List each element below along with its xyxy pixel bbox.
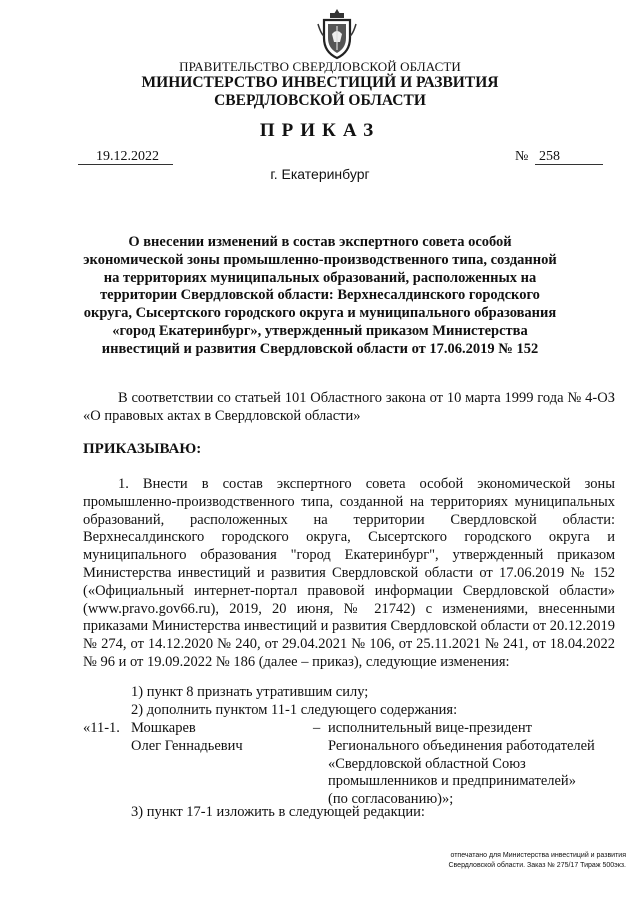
entry-position xyxy=(328,720,595,809)
coat-of-arms-icon xyxy=(316,8,358,60)
entry-number: «11-1. xyxy=(83,720,120,736)
entry-dash: – xyxy=(313,720,321,736)
city: г. Екатеринбург xyxy=(270,166,370,182)
entry-person xyxy=(131,720,243,756)
number-sign: № xyxy=(515,149,529,164)
ministry-name-line2: СВЕРДЛОВСКОЙ ОБЛАСТИ xyxy=(214,92,426,109)
order-title: О внесении изменений в состав экспертного совета особой экономической зоны промышленно-производственного типа, созданной на территориях муниципальных образований, расположенных на территории Свердловской области: Верхнесалдинского городского округа, Сысертского городского округа и муниципального образования «город Екатеринбург», утвержденный приказом Министерства инвестиций и развития Свердловской области от 17.06.2019 № 152 xyxy=(83,234,557,357)
person-given-names: Олег Геннадьевич xyxy=(131,737,243,754)
print-footer xyxy=(448,851,626,871)
legal-basis: В соответствии со статьей 101 Областного закона от 10 марта 1999 года № 4-ОЗ «О правовых актах в Свердловской области» xyxy=(83,390,615,424)
government-name: ПРАВИТЕЛЬСТВО СВЕРДЛОВСКОЙ ОБЛАСТИ xyxy=(179,59,461,74)
date-underline xyxy=(78,164,173,165)
order-date: 19.12.2022 xyxy=(96,149,159,164)
subitem-1: 1) пункт 8 признать утратившим силу; xyxy=(131,684,369,700)
position-line: (по согласованию)»; xyxy=(328,791,454,808)
person-surname: Мошкарев xyxy=(131,720,196,736)
ministry-name-line1: МИНИСТЕРСТВО ИНВЕСТИЦИЙ И РАЗВИТИЯ xyxy=(141,74,499,91)
document-type: ПРИКАЗ xyxy=(259,120,381,141)
subitem-3: 3) пункт 17-1 изложить в следующей редакции: xyxy=(131,804,425,820)
footer-line-1: отпечатано для Министерства инвестиций и развития xyxy=(450,852,626,859)
item-1-text: 1. Внести в состав экспертного совета особой экономической зоны промышленно-производственного типа, созданной на территориях муниципальных образований, расположенных на территории Свердловской области: Верхнесалдинского городского округа, Сысертского городского округа и муниципального образования "город Екатеринбург", утвержденный приказом Министерства инвестиций и развития Свердловской области от 17.06.2019 № 152 («Официальный интернет-портал правовой информации Свердловской области» (www.pravo.gov66.ru), 2019, 20 июня, № 21742) с изменениями, внесенными приказами Министерства инвестиций и развития Свердловской области от 20.12.2019 № 274, от 14.12.2020 № 240, от 29.04.2021 № 106, от 25.11.2021 № 241, от 18.04.2022 № 96 и от 19.09.2022 № 186 (далее – приказ), следующие изменения: xyxy=(83,476,615,670)
position-line: «Свердловской областной Союз xyxy=(328,755,526,772)
order-number: 258 xyxy=(539,149,560,164)
position-line: Регионального объединения работодателей xyxy=(328,737,595,754)
subitem-2: 2) дополнить пунктом 11-1 следующего содержания: xyxy=(131,702,458,718)
number-underline xyxy=(535,164,603,165)
order-word: ПРИКАЗЫВАЮ: xyxy=(83,441,202,457)
position-line: исполнительный вице-президент xyxy=(328,720,532,736)
position-line: промышленников и предпринимателей» xyxy=(328,773,576,790)
footer-line-2: Свердловской области. Заказ № 275/17 Тираж 500экз. xyxy=(448,862,626,869)
